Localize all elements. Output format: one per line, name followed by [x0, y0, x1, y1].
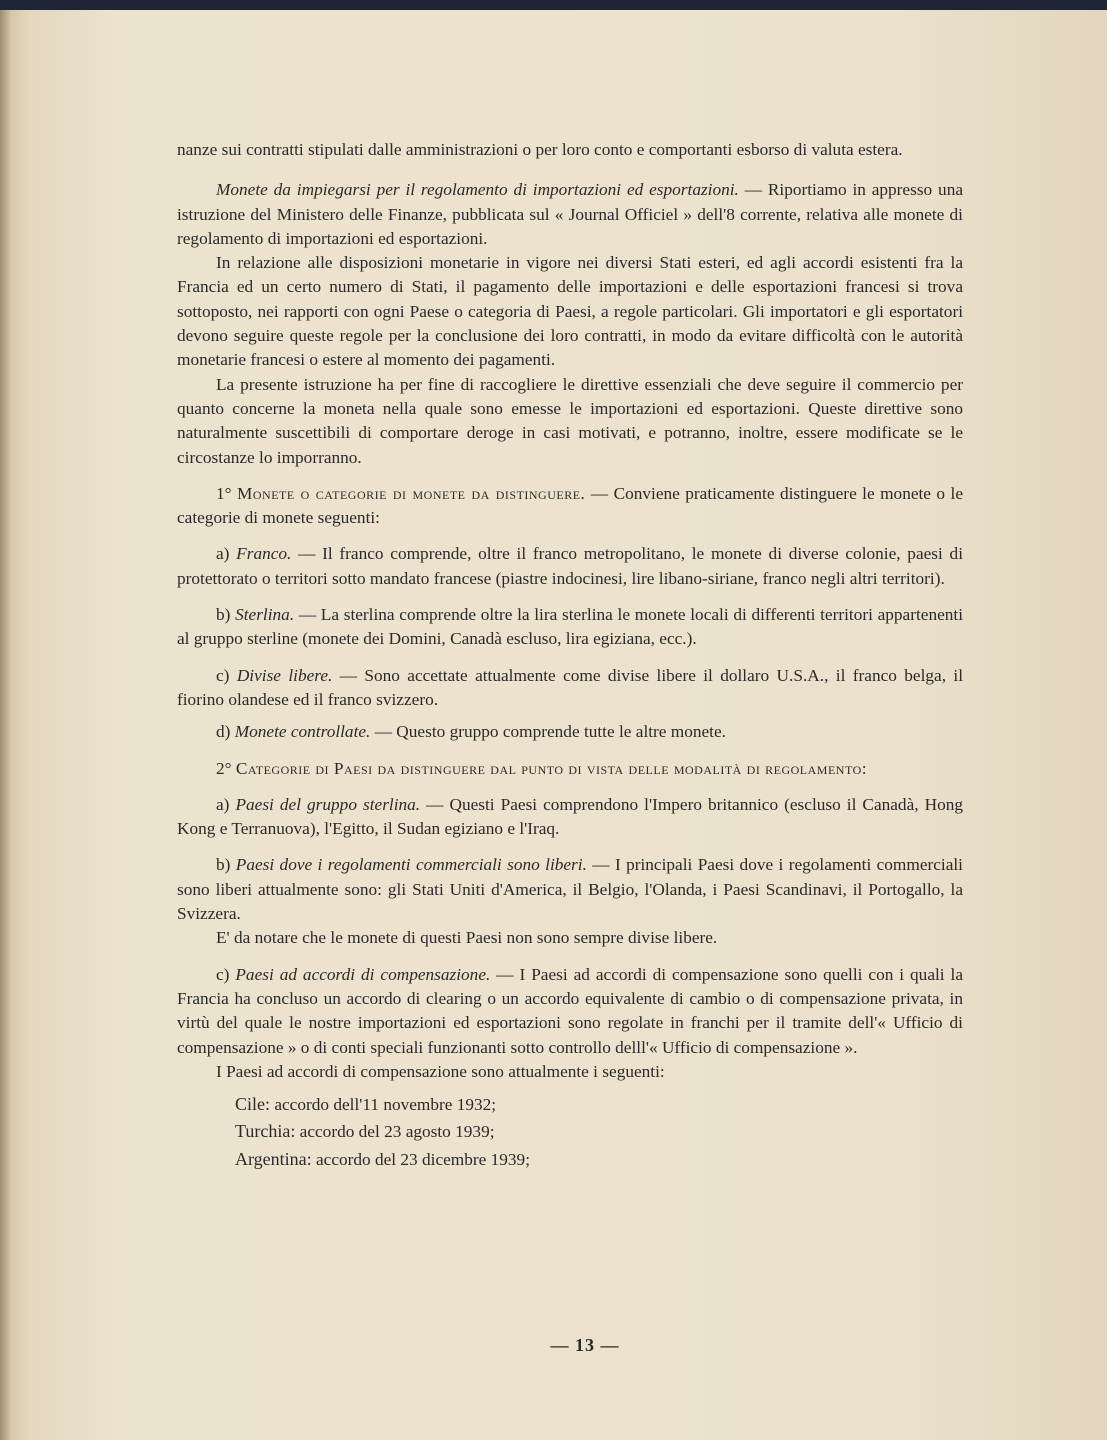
item-label: a) — [216, 544, 237, 564]
item-label: d) — [216, 722, 235, 742]
item-text: — La sterlina comprende oltre la lira sterlina le monete locali di differenti territori appartenenti al gruppo sterline (monete dei Domini, Canadà escluso, lira egiziana, ecc.). — [177, 605, 963, 649]
item-a-franco — [177, 542, 963, 591]
binding-edge — [0, 10, 10, 1440]
paragraph-continuation: nanze sui contratti stipulati dalle amministrazioni o per loro conto e comportanti esborso di valuta estera. — [177, 140, 903, 159]
section-1-heading — [177, 482, 963, 531]
item-label: c) — [216, 665, 237, 685]
section-2-heading — [177, 757, 963, 781]
section-heading-italic: Monete da impiegarsi per il regolamento di importazioni ed esportazioni. — [216, 180, 739, 200]
section-title: Monete o categorie di monete da distinguere. — [237, 483, 586, 503]
section-title: Categorie di Paesi da distinguere dal punto di vista delle modalità di regolamento — [235, 758, 862, 778]
item-c-divise — [177, 664, 963, 713]
item-title: Franco. — [236, 544, 292, 564]
item-c-paesi-compensazione — [177, 963, 963, 1060]
paragraph-disposizioni: In relazione alle disposizioni monetarie in vigore nei diversi Stati esteri, ed agli accordi esistenti fra la Francia ed un certo numero di Stati, il pagamento delle importazioni e delle esportazioni francesi si trova sottoposto, nei rapporti con ogni Paese o categoria di Paesi, a regole particolari. Gli importatori e gli esportatori devono seguire queste regole per la conclusione dei loro contratti, in modo da evitare difficoltà con le autorità monetarie francesi o estere al momento dei pagamenti. — [177, 253, 963, 370]
agreement-text: accordo del 23 dicembre 1939; — [311, 1149, 530, 1169]
item-d-controllate — [177, 720, 963, 744]
paragraph-compensazione-intro: I Paesi ad accordi di compensazione sono attualmente i seguenti: — [216, 1061, 665, 1081]
agreement-text: accordo dell'11 novembre 1932; — [270, 1095, 497, 1115]
section-number: 2° — [216, 758, 232, 778]
item-a-paesi-sterlina — [177, 793, 963, 842]
item-b-paesi-liberi — [177, 853, 963, 926]
item-text: — I principali Paesi dove i regolamenti commerciali sono liberi attualmente sono: gli Stati Uniti d'America, il Belgio, l'Olanda, i Paesi Scandinavi, il Portogallo, la Svizzera. — [177, 855, 963, 924]
paragraph-monete-intro — [177, 178, 963, 251]
item-text: — Il franco comprende, oltre il franco metropolitano, le monete di diverse colonie, paesi di protettorato o territori sotto mandato francese (piastre indocinesi, lire libano-siriane, franco negli altri territori). — [177, 544, 963, 588]
item-label: a) — [216, 794, 236, 814]
paragraph-istruzione: La presente istruzione ha per fine di raccogliere le direttive essenziali che deve seguire il commercio per quanto concerne la moneta nella quale sono emesse le importazioni ed esportazioni. Queste direttive sono naturalmente suscettibili di comportare deroge in casi motivati, e potranno, inoltre, essere modificate se le circostanze lo imporranno. — [177, 374, 963, 467]
scan-top-band — [0, 0, 1107, 10]
item-title: Paesi ad accordi di compensazione. — [235, 964, 491, 984]
section-colon: : — [861, 758, 867, 778]
agreements-list — [177, 1092, 963, 1172]
country-name: Cile: — [235, 1094, 270, 1115]
item-b-sterlina — [177, 603, 963, 652]
section-number: 1° — [216, 483, 232, 503]
paragraph-note: E' da notare che le monete di questi Paesi non sono sempre divise libere. — [216, 928, 718, 948]
list-item — [235, 1147, 963, 1172]
item-text: — Sono accettate attualmente come divise libere il dollaro U.S.A., il franco belga, il fiorino olandese ed il franco svizzero. — [177, 665, 963, 709]
item-text: — Questo gruppo comprende tutte le altre monete. — [370, 722, 726, 742]
item-title: Paesi del gruppo sterlina. — [235, 794, 421, 814]
item-title: Paesi dove i regolamenti commerciali sono liberi. — [235, 855, 587, 875]
list-item — [235, 1092, 963, 1117]
country-name: Argentina: — [235, 1148, 312, 1169]
paragraph-text: — Conviene praticamente distinguere le monete o le categorie di monete seguenti: — [177, 483, 963, 528]
paragraph-text: — Riportiamo in appresso una istruzione del Ministero delle Finanze, pubblicata sul « Journal Officiel » dell'8 corrente, relativa alle monete di regolamento di importazioni ed esportazioni. — [177, 180, 963, 248]
item-text: — I Paesi ad accordi di compensazione sono quelli con i quali la Francia ha concluso un accordo di clearing o un accordo equivalente di cambio o di compensazione privata, in virtù del quale le nostre importazioni ed esportazioni sono regolate in franchi per il tramite dell'« Ufficio di compensazione » o di conti speciali funzionanti sotto controllo delll'« Ufficio di compensazione ». — [177, 964, 964, 1057]
agreement-text: accordo del 23 agosto 1939; — [295, 1122, 495, 1142]
page-number: — 13 — — [550, 1335, 620, 1355]
document-body — [177, 138, 963, 1172]
item-label: b) — [216, 605, 236, 625]
item-label: c) — [216, 964, 236, 984]
item-title: Divise libere. — [236, 665, 333, 685]
item-text: — Questi Paesi comprendono l'Impero britannico (escluso il Canadà, Hong Kong e Terranuova), l'Egitto, il Sudan egiziano e l'Iraq. — [177, 794, 963, 839]
list-item — [235, 1119, 963, 1144]
item-title: Monete controllate. — [234, 722, 371, 742]
item-label: b) — [216, 855, 236, 875]
item-title: Sterlina. — [235, 605, 295, 625]
country-name: Turchia: — [235, 1121, 296, 1142]
